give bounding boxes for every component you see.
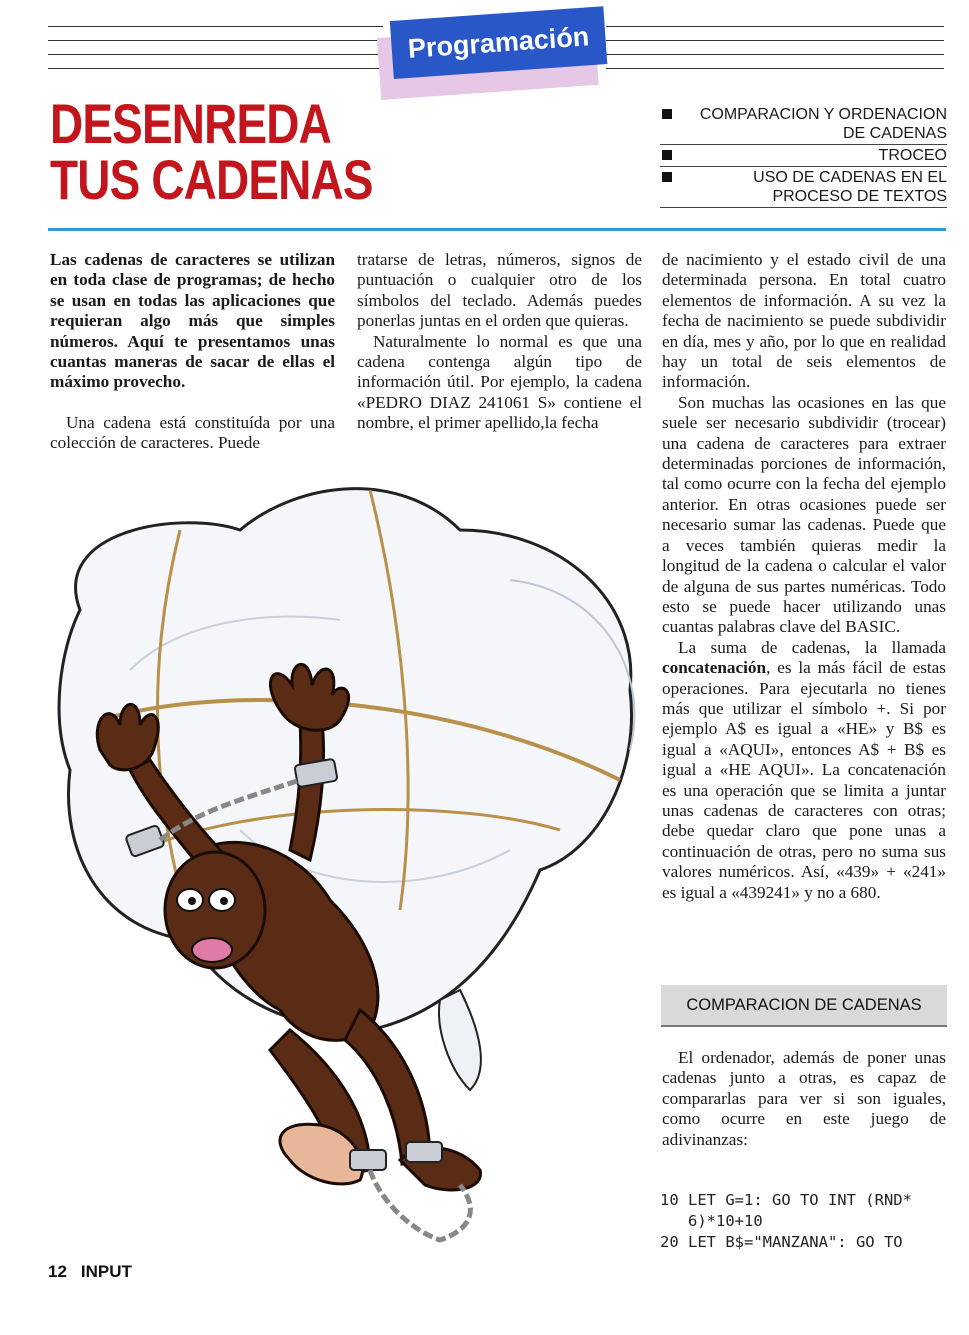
header-divider	[48, 228, 946, 231]
section-label: Programación	[390, 6, 608, 79]
page-number: 12	[48, 1262, 67, 1281]
topic-item	[660, 167, 947, 208]
bundle-carrier-illustration	[40, 470, 660, 1270]
title-line-2: TUS CADENAS	[50, 148, 373, 211]
square-bullet-icon	[662, 150, 672, 160]
body-paragraph	[662, 638, 946, 903]
body-paragraph: Una cadena está constituída por una colección de caracteres. Puede	[50, 412, 335, 453]
topics-list	[660, 104, 947, 208]
code-line: 20 LET B$="MANZANA": GO TO	[660, 1233, 903, 1251]
column-1	[50, 250, 335, 454]
square-bullet-icon	[662, 172, 672, 182]
header-rules-right	[606, 26, 944, 82]
title-line-1: DESENREDA	[50, 92, 331, 155]
topic-label: USO DE CADENAS EN EL PROCESO DE TEXTOS	[753, 169, 947, 205]
text-run: , es la más fácil de estas operaciones. Para ejecutarla no tienes más que utilizar el símbolo +. Si por ejemplo A$ es igual a «HE» y B$ es igual a «AQUI», entonces A$ + B$ es igual a «HE AQUI». La concatenación es una operación que se limita a juntar unas cadenas de caracteres con otras; debe quedar claro que pone unas a continuación de otras, pero no suma sus valores numéricos. Así, «439» + «241» es igual a «439241» y no a 680.	[662, 658, 946, 902]
code-line: 6)*10+10	[660, 1212, 763, 1230]
section-heading-box: COMPARACION DE CADENAS	[661, 985, 947, 1027]
magazine-name: INPUT	[80, 1262, 132, 1281]
topic-item	[660, 145, 947, 167]
column-2	[357, 250, 642, 434]
text-run: La suma de cadenas, la llamada	[678, 637, 946, 657]
code-line: 10 LET G=1: GO TO INT (RND*	[660, 1191, 912, 1209]
header-rules-left	[48, 26, 383, 82]
page-title	[50, 92, 394, 211]
body-paragraph: de nacimiento y el estado civil de una determinada persona. En total cuatro elementos de información. A su vez la fecha de nacimiento se puede subdividir en día, mes y año, por lo que en realidad hay un total de seis elementos de información.	[662, 250, 946, 392]
body-paragraph: El ordenador, además de poner unas cadenas junto a otras, es capaz de compararlas para ver si son iguales, como ocurre en este juego de adivinanzas:	[662, 1048, 946, 1149]
topic-label: COMPARACION Y ORDENACION DE CADENAS	[699, 106, 947, 142]
topic-item	[660, 104, 947, 145]
body-paragraph: Naturalmente lo normal es que una cadena contenga algún tipo de información útil. Por ejemplo, la cadena «PEDRO DIAZ 241061 S» contiene el nombre, el primer apellido,la fecha	[357, 331, 642, 433]
code-listing	[660, 1190, 950, 1253]
body-paragraph: Son muchas las ocasiones en las que suele ser necesario subdividir (trocear) una cadena de caracteres para extraer determinadas porciones de información, tal como ocurre con la fecha del ejemplo anterior. En otras ocasiones puede ser necesario sumar las cadenas. Puede que a veces también quieras medir la longitud de la cadena o calcular el valor de alguna de sus partes numéricas. Todo esto se puede hacer utilizando unas cuantas palabras clave del BASIC.	[662, 392, 946, 637]
section-tab	[375, 0, 610, 98]
body-paragraph: tratarse de letras, números, signos de puntuación o cualquier otro de los símbolos del teclado. Además puedes ponerlas juntas en el orden que quieras.	[357, 250, 642, 331]
box-text	[662, 1048, 946, 1150]
column-3	[662, 250, 946, 903]
page-footer	[48, 1262, 146, 1282]
square-bullet-icon	[662, 109, 672, 119]
lead-paragraph: Las cadenas de caracteres se utilizan en toda clase de programas; de hecho se usan en todas las aplicaciones que requieran algo más que simples números. Aquí te presentamos unas cuantas maneras de sacar de ellas el máximo provecho.	[50, 250, 335, 392]
bold-term: concatenación	[662, 658, 767, 678]
topic-label: TROCEO	[878, 147, 947, 164]
